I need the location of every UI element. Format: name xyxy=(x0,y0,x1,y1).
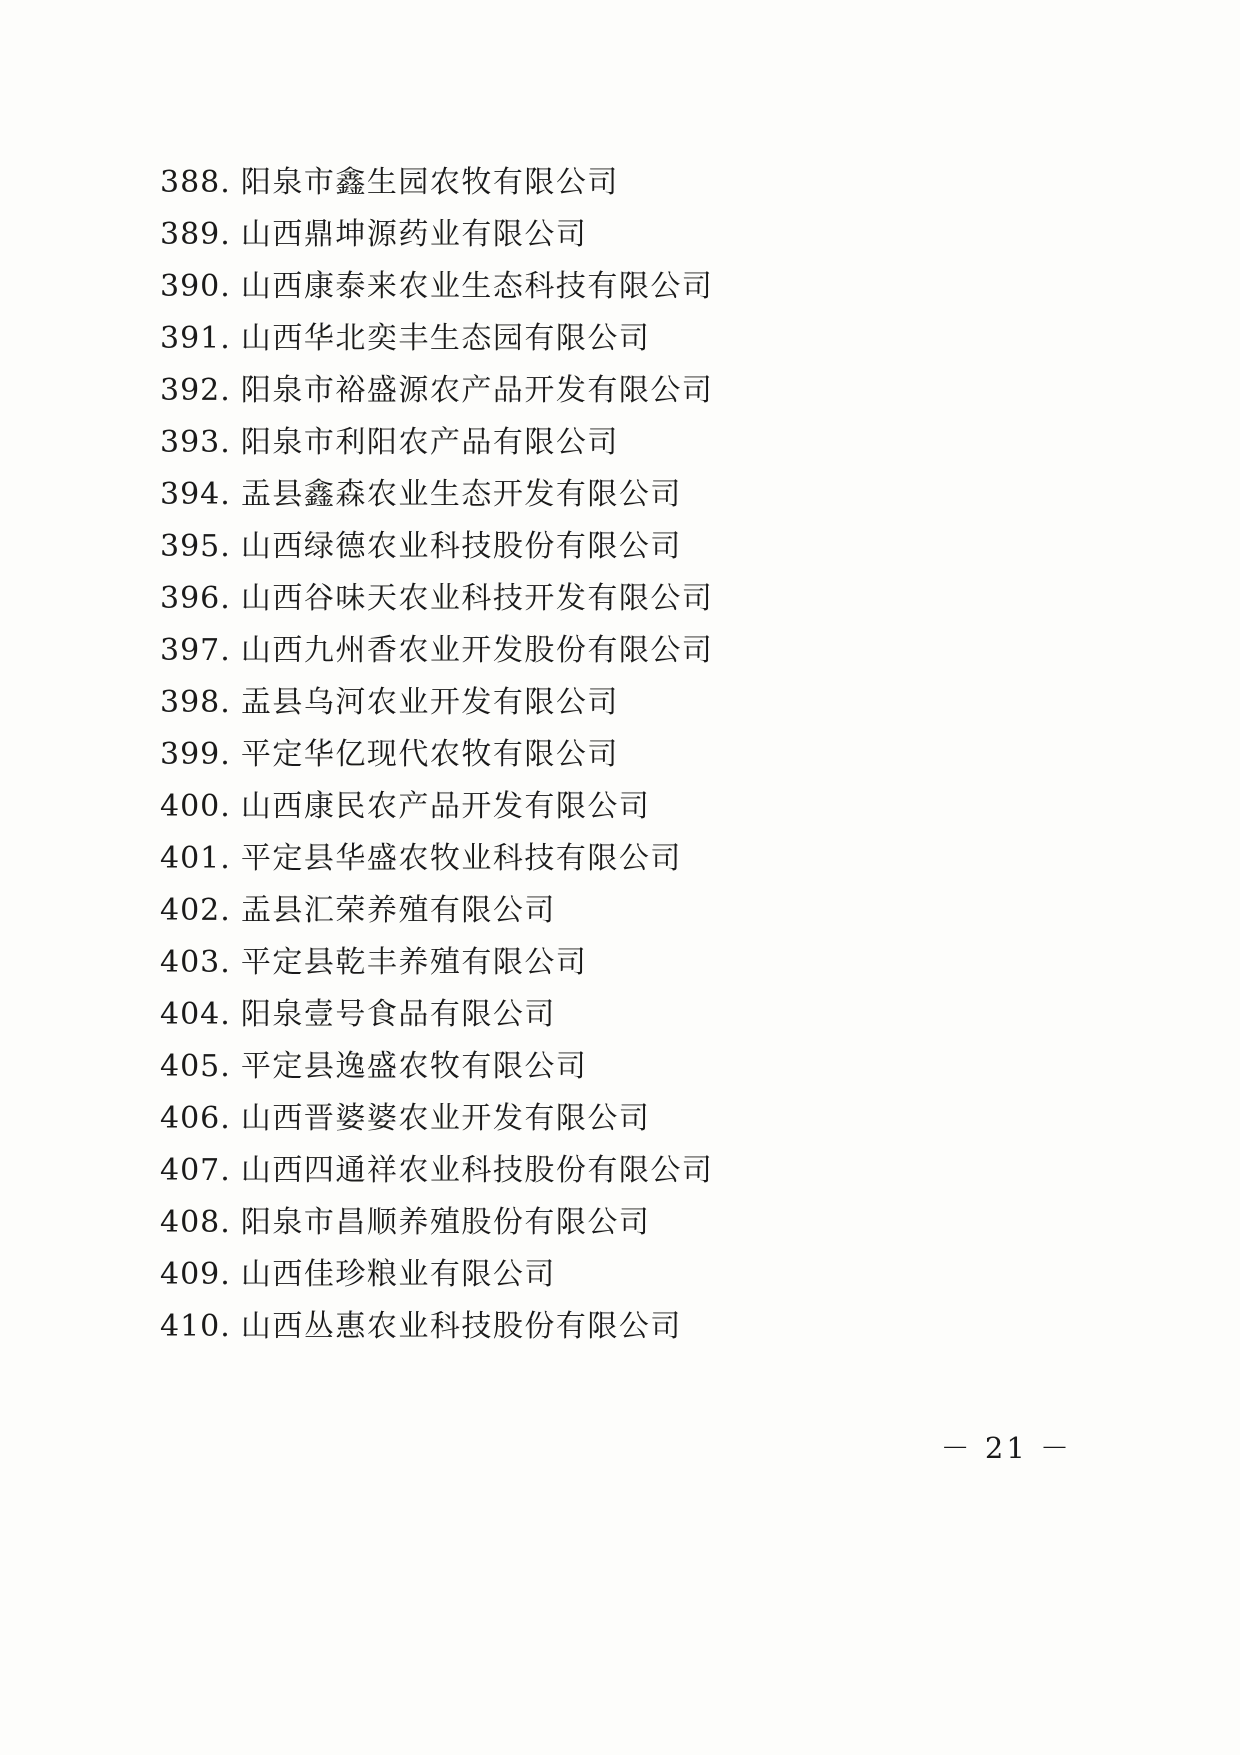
list-item-number: 403. xyxy=(160,945,231,980)
list-item-number: 397. xyxy=(160,633,231,668)
list-item xyxy=(160,477,1080,512)
list-item-name: 山西谷味天农业科技开发有限公司 xyxy=(240,581,714,616)
list-item-number: 390. xyxy=(160,269,231,304)
list-item-name: 盂县鑫森农业生态开发有限公司 xyxy=(240,477,682,512)
list-item-name: 山西佳珍粮业有限公司 xyxy=(240,1257,556,1292)
list-item-name: 山西康民农产品开发有限公司 xyxy=(240,789,651,824)
list-item-number: 396. xyxy=(160,581,231,616)
list-item-name: 山西四通祥农业科技股份有限公司 xyxy=(240,1153,714,1188)
list-item-number: 410. xyxy=(160,1309,231,1344)
list-item-name: 平定县乾丰养殖有限公司 xyxy=(240,945,588,980)
list-item xyxy=(160,1049,1080,1084)
list-item-name: 山西九州香农业开发股份有限公司 xyxy=(240,633,714,668)
list-item xyxy=(160,633,1080,668)
list-item-name: 平定华亿现代农牧有限公司 xyxy=(240,737,619,772)
list-item xyxy=(160,1101,1080,1136)
list-item xyxy=(160,1205,1080,1240)
list-item-number: 399. xyxy=(160,737,231,772)
list-item xyxy=(160,737,1080,772)
list-item-number: 404. xyxy=(160,997,231,1032)
list-item xyxy=(160,1153,1080,1188)
list-item-number: 401. xyxy=(160,841,231,876)
list-item xyxy=(160,321,1080,356)
list-item xyxy=(160,997,1080,1032)
list-item xyxy=(160,945,1080,980)
list-item-number: 405. xyxy=(160,1049,231,1084)
page-number: － 21 － xyxy=(940,1431,1072,1465)
list-item-name: 阳泉市裕盛源农产品开发有限公司 xyxy=(240,373,714,408)
list-item xyxy=(160,373,1080,408)
list-item xyxy=(160,789,1080,824)
list-item-number: 392. xyxy=(160,373,231,408)
list-item-name: 山西丛惠农业科技股份有限公司 xyxy=(240,1309,682,1344)
list-item-name: 山西鼎坤源药业有限公司 xyxy=(240,217,588,252)
list-item-number: 402. xyxy=(160,893,231,928)
list-item xyxy=(160,1309,1080,1344)
list-item-name: 平定县逸盛农牧有限公司 xyxy=(240,1049,588,1084)
list-item-name: 山西康泰来农业生态科技有限公司 xyxy=(240,269,714,304)
list-item xyxy=(160,529,1080,564)
list-item xyxy=(160,893,1080,928)
list-item-name: 阳泉市鑫生园农牧有限公司 xyxy=(240,165,619,200)
list-item-number: 388. xyxy=(160,165,231,200)
list-item xyxy=(160,581,1080,616)
list-item xyxy=(160,685,1080,720)
list-item xyxy=(160,269,1080,304)
list-item-name: 平定县华盛农牧业科技有限公司 xyxy=(240,841,682,876)
list-item-name: 山西华北奕丰生态园有限公司 xyxy=(240,321,651,356)
list-item-name: 阳泉市利阳农产品有限公司 xyxy=(240,425,619,460)
list-item-number: 406. xyxy=(160,1101,231,1136)
list-item-name: 阳泉市昌顺养殖股份有限公司 xyxy=(240,1205,651,1240)
list-item-name: 阳泉壹号食品有限公司 xyxy=(240,997,556,1032)
list-item-name: 盂县汇荣养殖有限公司 xyxy=(240,893,556,928)
list-item-number: 393. xyxy=(160,425,231,460)
list-item xyxy=(160,165,1080,200)
list-item xyxy=(160,425,1080,460)
list-item-name: 盂县乌河农业开发有限公司 xyxy=(240,685,619,720)
list-item-name: 山西绿德农业科技股份有限公司 xyxy=(240,529,682,564)
list-item-number: 409. xyxy=(160,1257,231,1292)
list-item-number: 395. xyxy=(160,529,231,564)
list-item-number: 408. xyxy=(160,1205,231,1240)
list-item-number: 389. xyxy=(160,217,231,252)
list-item-number: 394. xyxy=(160,477,231,512)
list-item xyxy=(160,217,1080,252)
list-item xyxy=(160,841,1080,876)
list-item xyxy=(160,1257,1080,1292)
list-item-number: 407. xyxy=(160,1153,231,1188)
list-item-number: 391. xyxy=(160,321,231,356)
list-item-number: 398. xyxy=(160,685,231,720)
list-item-name: 山西晋婆婆农业开发有限公司 xyxy=(240,1101,651,1136)
list-item-number: 400. xyxy=(160,789,231,824)
company-list xyxy=(160,165,1080,1364)
